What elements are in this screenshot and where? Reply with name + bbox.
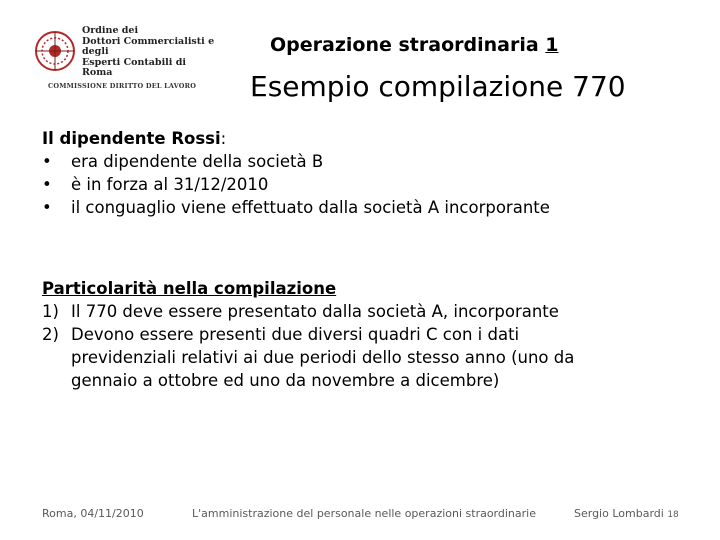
bullet-item [42,150,550,173]
intro-lead [42,127,550,150]
compilation-section [42,277,574,392]
intro-block [42,127,550,219]
item-line: Il 770 deve essere presentato dalla società A, incorporante [71,302,559,321]
org-line: Dottori Commercialisti e degli [82,35,215,57]
intro-label: Il dipendente Rossi [42,129,221,148]
organization-name [82,26,234,79]
bullet-mark: • [42,152,52,171]
org-line: Roma [82,67,113,78]
footer-author: Sergio Lombardi [574,507,664,520]
bullet-mark: • [42,175,52,194]
intro-colon: : [220,129,227,148]
section-heading: Particolarità nella compilazione [42,279,337,298]
bullet-mark: • [42,198,52,217]
footer-author-page [574,507,679,520]
bullet-text: era dipendente della società B [71,152,324,171]
org-line: Esperti Contabili di [82,56,186,68]
footer-date: Roma, 04/11/2010 [42,507,144,520]
bullet-item [42,173,550,196]
organization-logo [34,26,234,96]
item-line: Devono essere presenti due diversi quadri C con i dati [71,325,520,344]
slide-title [270,34,559,56]
seal-icon [34,30,76,72]
bullet-text: è in forza al 31/12/2010 [71,175,269,194]
page-number: 18 [667,510,679,520]
item-line: gennaio a ottobre ed uno da novembre a dicembre) [71,371,500,390]
slide-subtitle: Esempio compilazione 770 [250,70,626,103]
numbered-item [42,323,574,392]
item-number: 2) [42,325,59,344]
numbered-item [42,300,574,323]
org-line: Ordine dei [82,25,139,36]
item-line: previdenziali relativi ai due periodi dello stesso anno (uno da [71,348,575,367]
footer-title: L'amministrazione del personale nelle operazioni straordinarie [192,507,536,520]
item-number: 1) [42,302,59,321]
bullet-item [42,196,550,219]
bullet-text: il conguaglio viene effettuato dalla società A incorporante [71,198,550,217]
title-prefix: Operazione straordinaria [270,34,539,56]
commission-label: COMMISSIONE DIRITTO DEL LAVORO [48,82,197,90]
title-number: 1 [545,34,559,56]
